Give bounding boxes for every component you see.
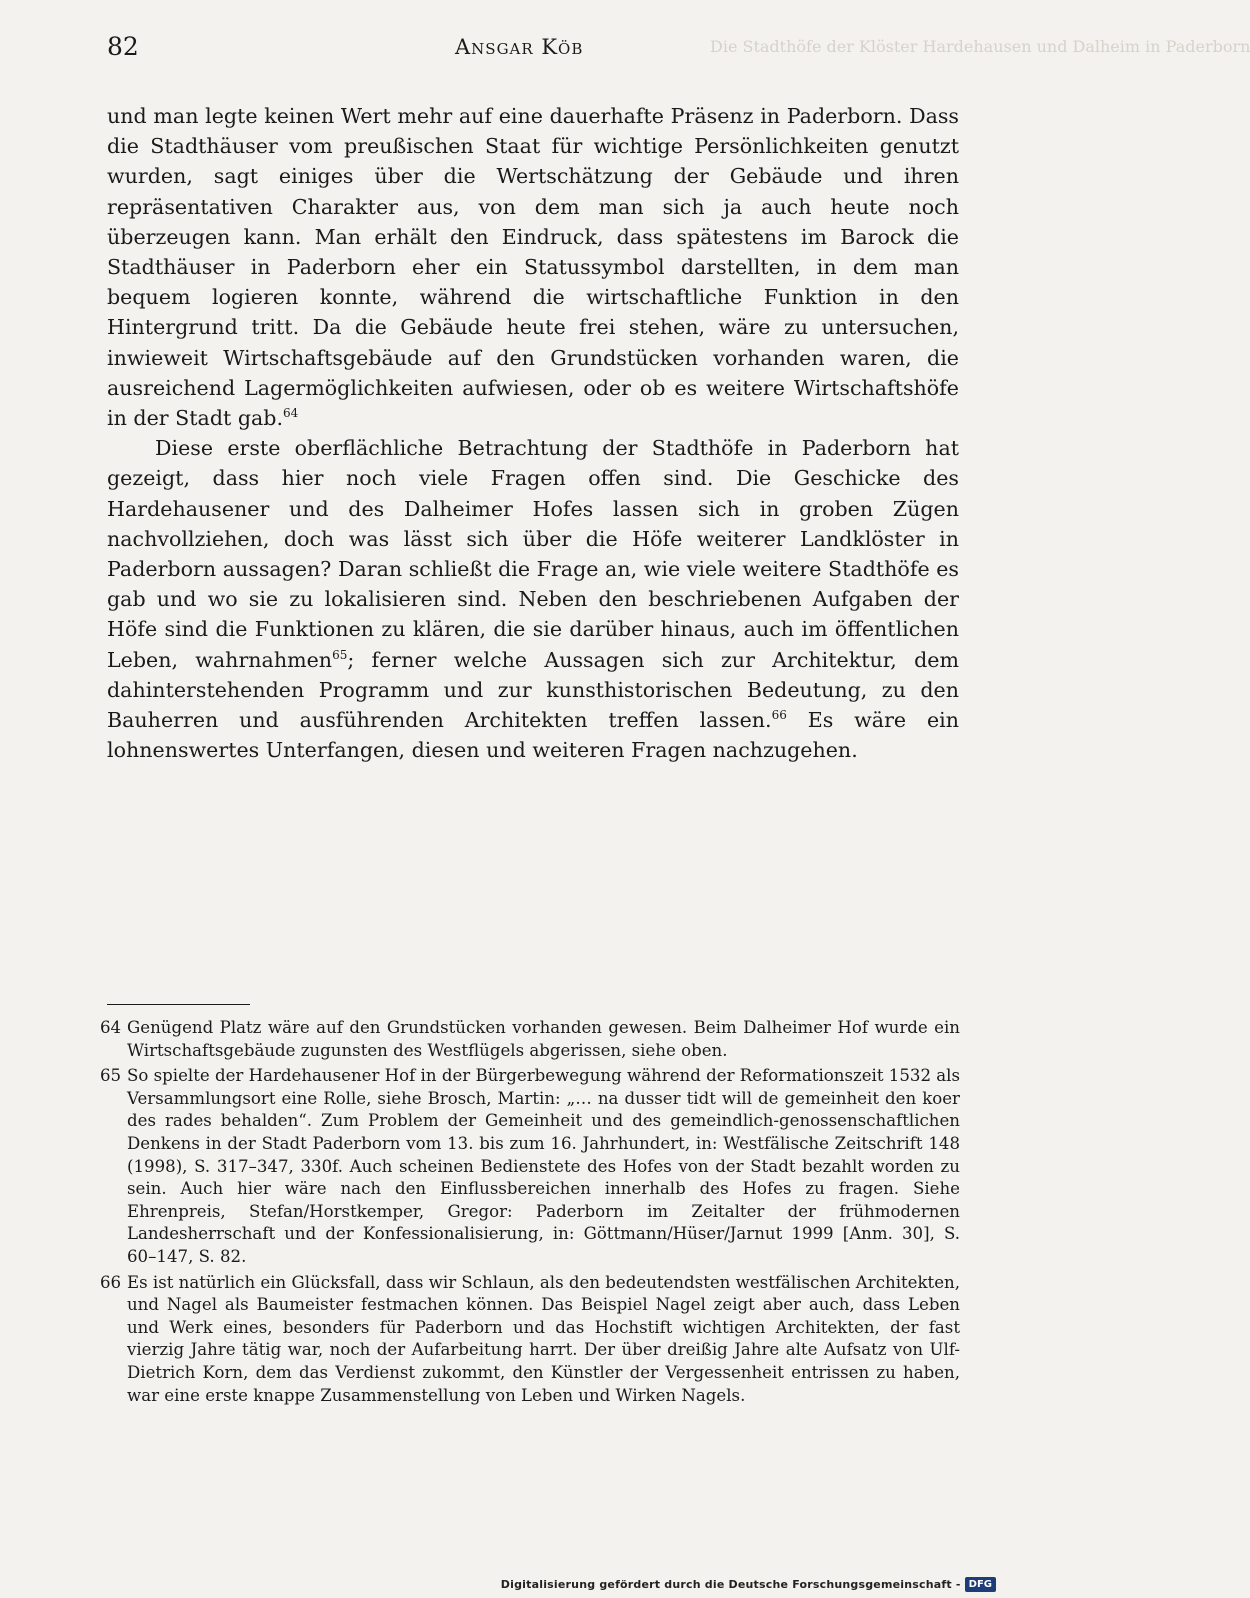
footnote <box>100 1017 960 1062</box>
running-head-author: Ansgar Köb <box>455 35 584 59</box>
show-through-title: Die Stadthöfe der Klöster Hardehausen und Dalheim in Paderborn <box>710 37 1250 56</box>
footnote-text: So spielte der Hardehausener Hof in der Bürgerbewegung während der Reformationszeit 1532 als Versammlungsort eine Rolle, siehe Brosch, Martin: „… na dusser tidt will de gemeinheit den koer des rades behalden“. Zum Problem der Gemeinheit und des gemeindlich-genossenschaftlichen Denkens in der Stadt Paderborn vom 13. bis zum 16. Jahrhundert, in: Westfälische Zeitschrift 148 (1998), S. 317–347, 330f. Auch scheinen Bedienstete des Hofes von der Stadt bezahlt worden zu sein. Auch hier wäre nach den Einflussbereichen innerhalb des Hofes zu fragen. Siehe Ehrenpreis, Stefan/Horstkemper, Gregor: Paderborn im Zeitalter der frühmodernen Landesherrschaft und der Konfessionalisierung, in: Göttmann/Hüser/Jarnut 1999 [Anm. 30], S. 60–147, S. 82. <box>127 1066 960 1266</box>
paragraph <box>107 101 959 433</box>
footnote-text: Genügend Platz wäre auf den Grundstücken vorhanden gewesen. Beim Dalheimer Hof wurde ein Wirtschaftsgebäude zugunsten des Westflügels abgerissen, siehe oben. <box>127 1018 960 1060</box>
footnote-ref: 65 <box>332 647 348 662</box>
paragraph-text: und man legte keinen Wert mehr auf eine dauerhafte Präsenz in Paderborn. Dass die Stadthäuser vom preußischen Staat für wichtige Persönlichkeiten genutzt wurden, sagt einiges über die Wertschätzung der Gebäude und ihren repräsentativen Charakter aus, von dem man sich ja auch heute noch überzeugen kann. Man erhält den Eindruck, dass spätestens im Barock die Stadthäuser in Paderborn eher ein Statussymbol darstellten, in dem man bequem logieren konnte, während die wirtschaftliche Funktion in den Hintergrund tritt. Da die Gebäude heute frei stehen, wäre zu untersuchen, inwieweit Wirtschaftsgebäude auf den Grundstücken vorhanden waren, die ausreichend Lagermöglichkeiten aufwiesen, oder ob es weitere Wirtschaftshöfe in der Stadt gab. <box>107 104 959 431</box>
footnote-number: 64 <box>100 1018 122 1037</box>
footnote-ref: 64 <box>283 406 299 421</box>
paragraph <box>107 433 959 765</box>
running-head <box>107 32 1250 66</box>
footnotes <box>100 1017 960 1410</box>
paragraph-text: Es wäre ein lohnenswertes Unterfangen, diesen und weiteren Fragen nachzugehen. <box>107 708 960 763</box>
footnote-ref: 66 <box>771 708 787 723</box>
digitization-footer <box>501 1574 996 1594</box>
page-number: 82 <box>107 32 139 61</box>
footnote-text: Es ist natürlich ein Glücksfall, dass wir Schlaun, als den bedeutendsten westfälischen Architekten, und Nagel als Baumeister festmachen können. Das Beispiel Nagel zeigt aber auch, dass Leben und Werk eines, besonders für Paderborn und das Hochstift wichtigen Architekten, der fast vierzig Jahre tätig war, noch der Aufarbeitung harrt. Der über dreißig Jahre alte Aufsatz von Ulf-Dietrich Korn, dem das Verdienst zukommt, den Künstler der Vergessenheit entrissen zu haben, war eine erste knappe Zusammenstellung von Leben und Wirken Nagels. <box>127 1272 960 1405</box>
footnote-number: 66 <box>100 1272 122 1292</box>
paragraph-text: ; ferner welche Aussagen sich zur Architektur, dem dahinterstehenden Programm und zur kunsthistorischen Bedeutung, zu den Bauherren und ausführenden Architekten treffen lassen. <box>107 647 959 733</box>
paragraph-text: Diese erste oberflächliche Betrachtung der Stadthöfe in Paderborn hat gezeigt, dass hier noch viele Fragen offen sind. Die Geschicke des Hardehausener und des Dalheimer Hofes lassen sich in groben Zügen nachvollziehen, doch was lässt sich über die Höfe weiterer Landklöster in Paderborn aussagen? Daran schließt die Frage an, wie viele weitere Stadthöfe es gab und wo sie zu lokalisieren sind. Neben den beschriebenen Aufgaben der Höfe sind die Funktionen zu klären, die sie darüber hinaus, auch im öffentlichen Leben, wahrnahmen <box>107 436 959 672</box>
main-text <box>107 101 959 765</box>
digitization-credit: Digitalisierung gefördert durch die Deutsche Forschungsgemeinschaft - <box>500 1577 961 1591</box>
footnote-number: 65 <box>100 1066 122 1086</box>
footnote <box>100 1065 960 1268</box>
footnote <box>100 1272 960 1408</box>
footnote-divider <box>107 1004 250 1005</box>
dfg-logo-icon: DFG <box>965 1577 996 1592</box>
